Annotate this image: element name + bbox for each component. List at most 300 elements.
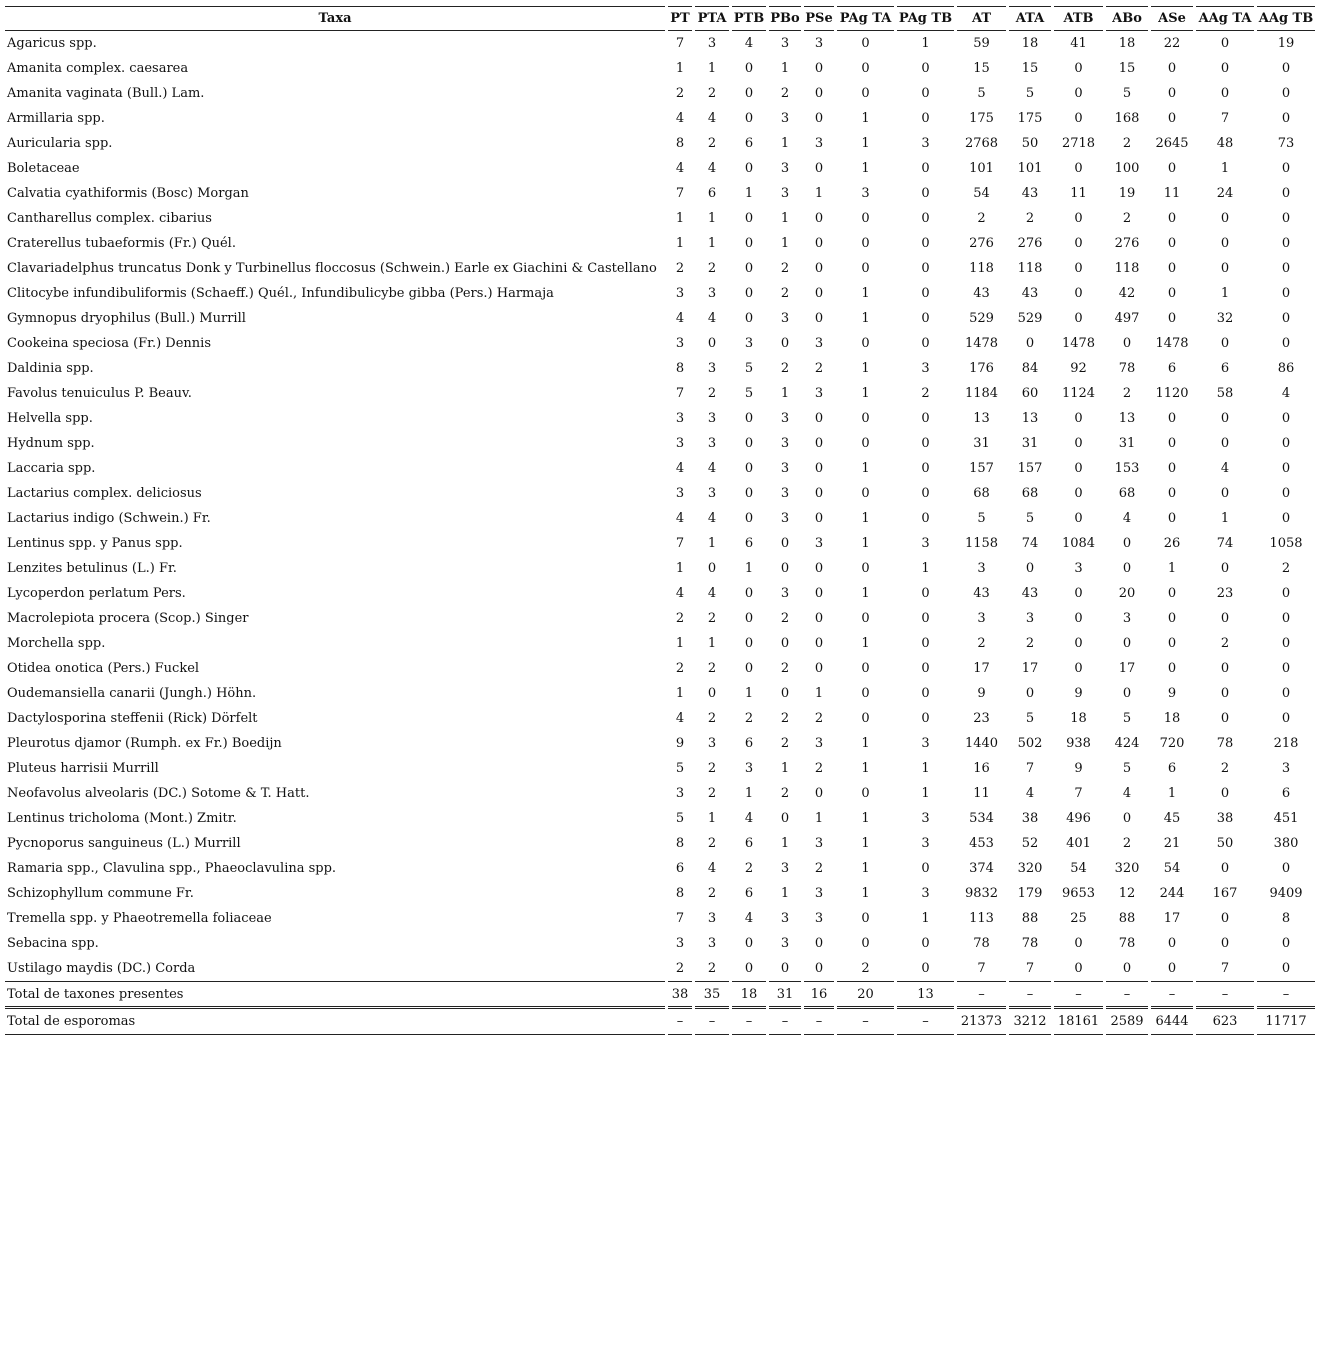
value-cell: 157 <box>969 461 994 476</box>
table-row <box>5 256 1315 281</box>
value-cell: 1 <box>861 511 870 526</box>
value-cell: 74 <box>1021 536 1039 551</box>
value-cell: 9409 <box>1269 886 1303 901</box>
value-cell: 8 <box>675 836 685 851</box>
value-cell: 451 <box>1273 811 1299 826</box>
value-cell: 0 <box>1220 936 1230 951</box>
value-cell: 3 <box>921 736 930 751</box>
table-row <box>5 581 1315 606</box>
value-cell: 0 <box>1281 236 1291 251</box>
value-cell: 1 <box>861 636 870 651</box>
value-cell: 0 <box>861 786 870 801</box>
value-cell: 1 <box>707 636 717 651</box>
value-cell: 18161 <box>1054 1009 1103 1035</box>
value-cell: 0 <box>1122 336 1132 351</box>
value-cell: 380 <box>1273 836 1299 851</box>
value-cell: 26 <box>1163 536 1181 551</box>
value-cell: 0 <box>1167 286 1177 301</box>
value-cell: 7 <box>675 36 685 51</box>
value-cell: 0 <box>744 236 754 251</box>
value-cell: 0 <box>1281 411 1291 426</box>
value-cell: – <box>1196 982 1254 1009</box>
value-cell: 0 <box>1167 111 1177 126</box>
value-cell: 3 <box>814 836 824 851</box>
value-cell: 43 <box>1021 286 1039 301</box>
value-cell: 1478 <box>1061 336 1096 351</box>
value-cell: 0 <box>1220 686 1230 701</box>
value-cell: 1 <box>707 236 717 251</box>
value-cell: 0 <box>1167 161 1177 176</box>
taxon-cell: Boletaceae <box>7 161 80 176</box>
value-cell: 1 <box>1220 511 1230 526</box>
value-cell: 1 <box>675 211 685 226</box>
table-row <box>5 181 1315 206</box>
value-cell: 1 <box>921 761 930 776</box>
taxon-cell: Laccaria spp. <box>7 461 96 476</box>
value-cell: 0 <box>1074 211 1083 226</box>
value-cell: 15 <box>1118 61 1136 76</box>
value-cell: 3 <box>780 461 790 476</box>
taxon-cell: Clavariadelphus truncatus Donk y Turbinellus floccosus (Schwein.) Earle ex Giachini & Castellano <box>7 261 657 276</box>
value-cell: 2 <box>814 361 824 376</box>
value-cell: 3 <box>675 486 685 501</box>
value-cell: 0 <box>1281 286 1291 301</box>
value-cell: – <box>957 982 1006 1009</box>
value-cell: 6 <box>1281 786 1291 801</box>
value-cell: 0 <box>1122 686 1132 701</box>
value-cell: 0 <box>921 211 930 226</box>
value-cell: 17 <box>1021 661 1039 676</box>
value-cell: 0 <box>744 161 754 176</box>
value-cell: 0 <box>921 186 930 201</box>
value-cell: 0 <box>1167 511 1177 526</box>
table-row <box>5 56 1315 81</box>
value-cell: 38 <box>1021 811 1039 826</box>
value-cell: 32 <box>1216 311 1234 326</box>
value-cell: 2 <box>707 136 717 151</box>
taxon-cell: Morchella spp. <box>7 636 106 651</box>
value-cell: 0 <box>1281 861 1291 876</box>
value-cell: 43 <box>973 586 990 601</box>
taxon-cell: Total de esporomas <box>5 1009 665 1035</box>
value-cell: 9 <box>1167 686 1177 701</box>
value-cell: 78 <box>1021 936 1039 951</box>
value-cell: 0 <box>1074 436 1083 451</box>
value-cell: 2 <box>780 361 790 376</box>
value-cell: 0 <box>1167 86 1177 101</box>
table-row <box>5 731 1315 756</box>
value-cell: 2 <box>780 736 790 751</box>
value-cell: 17 <box>1118 661 1136 676</box>
value-cell: 1 <box>780 761 790 776</box>
value-cell: 2 <box>707 836 717 851</box>
table-row <box>5 881 1315 906</box>
value-cell: 1 <box>744 186 754 201</box>
value-cell: 68 <box>1021 486 1039 501</box>
value-cell: 0 <box>1220 236 1230 251</box>
value-cell: 276 <box>1017 236 1043 251</box>
value-cell: 1184 <box>964 386 999 401</box>
value-cell: 7 <box>675 386 685 401</box>
column-header: AT <box>957 6 1006 31</box>
taxon-cell: Helvella spp. <box>7 411 93 426</box>
value-cell: 0 <box>1054 956 1103 982</box>
value-cell: – <box>1106 982 1148 1009</box>
value-cell: 0 <box>921 436 930 451</box>
taxon-cell: Macrolepiota procera (Scop.) Singer <box>7 611 249 626</box>
value-cell: 2 <box>1025 636 1035 651</box>
value-cell: 1124 <box>1061 386 1096 401</box>
value-cell: 0 <box>861 611 870 626</box>
value-cell: 0 <box>1281 711 1291 726</box>
value-cell: 118 <box>1017 261 1043 276</box>
value-cell: 3 <box>675 336 685 351</box>
value-cell: 0 <box>1220 661 1230 676</box>
value-cell: 4 <box>675 311 685 326</box>
value-cell: 0 <box>1220 711 1230 726</box>
taxon-cell: Lycoperdon perlatum Pers. <box>7 586 186 601</box>
value-cell: 218 <box>1273 736 1299 751</box>
value-cell: 179 <box>1017 886 1043 901</box>
value-cell: 0 <box>921 411 930 426</box>
value-cell: 0 <box>769 956 801 982</box>
value-cell: 0 <box>1167 661 1177 676</box>
value-cell: 3 <box>780 111 790 126</box>
value-cell: 0 <box>744 586 754 601</box>
value-cell: 22 <box>1163 36 1181 51</box>
value-cell: 7 <box>1009 956 1051 982</box>
value-cell: 78 <box>1118 936 1136 951</box>
value-cell: 0 <box>1281 486 1291 501</box>
value-cell: 0 <box>861 211 870 226</box>
value-cell: 3 <box>780 861 790 876</box>
value-cell: 0 <box>814 261 824 276</box>
value-cell: 4 <box>1281 386 1291 401</box>
value-cell: 320 <box>1017 861 1043 876</box>
value-cell: 0 <box>1167 461 1177 476</box>
value-cell: 1 <box>744 561 754 576</box>
value-cell: 3 <box>780 36 790 51</box>
table-row <box>5 931 1315 956</box>
value-cell: 1 <box>921 786 930 801</box>
value-cell: 2 <box>707 711 717 726</box>
value-cell: 1 <box>1167 786 1177 801</box>
table-row <box>5 606 1315 631</box>
value-cell: 1 <box>707 211 717 226</box>
value-cell: 0 <box>1220 911 1230 926</box>
value-cell: 0 <box>1074 486 1083 501</box>
value-cell: 0 <box>814 786 824 801</box>
value-cell: 1 <box>780 136 790 151</box>
value-cell: 497 <box>1114 311 1140 326</box>
value-cell: – <box>732 1009 766 1035</box>
value-cell: 0 <box>707 561 717 576</box>
value-cell: 4 <box>675 586 685 601</box>
value-cell: 153 <box>1114 461 1140 476</box>
value-cell: 78 <box>1216 736 1234 751</box>
value-cell: 15 <box>973 61 990 76</box>
taxon-cell: Ustilago maydis (DC.) Corda <box>5 956 665 982</box>
value-cell: 118 <box>969 261 994 276</box>
value-cell: 1 <box>707 811 717 826</box>
table-row <box>5 131 1315 156</box>
value-cell: 529 <box>969 311 994 326</box>
value-cell: 0 <box>814 461 824 476</box>
value-cell: 11 <box>1070 186 1087 201</box>
value-cell: 0 <box>744 86 754 101</box>
value-cell: 1 <box>814 186 824 201</box>
value-cell: 0 <box>861 61 870 76</box>
value-cell: 529 <box>1017 311 1043 326</box>
value-cell: 3 <box>780 186 790 201</box>
value-cell: 7 <box>957 956 1006 982</box>
value-cell: 73 <box>1277 136 1295 151</box>
value-cell: 5 <box>675 811 685 826</box>
value-cell: 0 <box>1167 636 1177 651</box>
value-cell: 1 <box>814 686 824 701</box>
value-cell: 0 <box>1281 686 1291 701</box>
value-cell: 4 <box>744 36 754 51</box>
taxon-cell: Daldinia spp. <box>7 361 94 376</box>
value-cell: 3212 <box>1009 1009 1051 1035</box>
value-cell: 2 <box>744 861 754 876</box>
value-cell: 4 <box>707 586 717 601</box>
value-cell: 4 <box>707 861 717 876</box>
value-cell: 0 <box>707 686 717 701</box>
value-cell: 1 <box>675 61 685 76</box>
value-cell: 3 <box>707 486 717 501</box>
value-cell: 0 <box>780 636 790 651</box>
value-cell: 176 <box>969 361 994 376</box>
value-cell: – <box>1151 982 1193 1009</box>
table-row <box>5 381 1315 406</box>
value-cell: 2 <box>707 386 717 401</box>
value-cell: 0 <box>780 811 790 826</box>
value-cell: 0 <box>1167 261 1177 276</box>
value-cell: 3 <box>707 361 717 376</box>
value-cell: 1 <box>814 811 824 826</box>
value-cell: 9 <box>977 686 986 701</box>
value-cell: 0 <box>1074 461 1083 476</box>
value-cell: 0 <box>1074 161 1083 176</box>
value-cell: 0 <box>1220 336 1230 351</box>
value-cell: 5 <box>675 761 685 776</box>
value-cell: 42 <box>1118 286 1136 301</box>
value-cell: 0 <box>921 711 930 726</box>
value-cell: 1478 <box>964 336 999 351</box>
value-cell: 0 <box>1281 111 1291 126</box>
value-cell: 0 <box>861 261 870 276</box>
column-header: PTA <box>695 6 729 31</box>
value-cell: 3 <box>675 436 685 451</box>
value-cell: 3 <box>744 761 754 776</box>
value-cell: 43 <box>1021 186 1039 201</box>
value-cell: 0 <box>744 661 754 676</box>
value-cell: 3 <box>921 811 930 826</box>
value-cell: 0 <box>1281 211 1291 226</box>
value-cell: – <box>1054 982 1103 1009</box>
value-cell: 7 <box>1220 111 1230 126</box>
taxon-cell: Pluteus harrisii Murrill <box>7 761 159 776</box>
value-cell: 3 <box>707 286 717 301</box>
value-cell: 59 <box>973 36 990 51</box>
value-cell: 2768 <box>964 136 999 151</box>
value-cell: 0 <box>1281 186 1291 201</box>
value-cell: 31 <box>973 436 990 451</box>
value-cell: 4 <box>675 461 685 476</box>
table-row <box>5 406 1315 431</box>
value-cell: 2 <box>814 761 824 776</box>
value-cell: 320 <box>1114 861 1140 876</box>
value-cell: 0 <box>921 586 930 601</box>
value-cell: 1 <box>861 136 870 151</box>
value-cell: 0 <box>921 661 930 676</box>
value-cell: 5 <box>744 361 754 376</box>
value-cell: 20 <box>837 982 894 1009</box>
taxon-cell: Pleurotus djamor (Rumph. ex Fr.) Boedijn <box>7 736 282 751</box>
taxon-cell: Cantharellus complex. cibarius <box>7 211 212 226</box>
value-cell: 4 <box>744 911 754 926</box>
value-cell: 1 <box>675 561 685 576</box>
value-cell: 3 <box>707 411 717 426</box>
value-cell: 101 <box>1017 161 1043 176</box>
value-cell: – <box>837 1009 894 1035</box>
value-cell: 84 <box>1021 361 1039 376</box>
taxon-cell: Favolus tenuiculus P. Beauv. <box>7 386 192 401</box>
value-cell: 1 <box>780 236 790 251</box>
value-cell: 0 <box>1122 561 1132 576</box>
taxon-cell: Otidea onotica (Pers.) Fuckel <box>7 661 200 676</box>
value-cell: 1 <box>861 586 870 601</box>
value-cell: 3 <box>780 436 790 451</box>
value-cell: 0 <box>861 336 870 351</box>
value-cell: 3 <box>780 936 790 951</box>
value-cell: 1 <box>1220 286 1230 301</box>
value-cell: 0 <box>780 536 790 551</box>
table-row <box>5 706 1315 731</box>
value-cell: 3 <box>780 911 790 926</box>
value-cell: 2 <box>707 786 717 801</box>
value-cell: 4 <box>707 461 717 476</box>
table-row <box>5 156 1315 181</box>
value-cell: 401 <box>1066 836 1091 851</box>
value-cell: 4 <box>707 111 717 126</box>
value-cell: 0 <box>921 611 930 626</box>
value-cell: 157 <box>1017 461 1043 476</box>
value-cell: 3 <box>1074 561 1083 576</box>
value-cell: 0 <box>861 86 870 101</box>
taxon-cell: Hydnum spp. <box>7 436 95 451</box>
value-cell: 5 <box>1122 86 1132 101</box>
value-cell: 0 <box>861 561 870 576</box>
table-row <box>5 281 1315 306</box>
value-cell: 496 <box>1066 811 1091 826</box>
value-cell: 3 <box>780 486 790 501</box>
value-cell: 0 <box>814 436 824 451</box>
value-cell: 0 <box>1151 956 1193 982</box>
value-cell: 4 <box>675 111 685 126</box>
value-cell: 6 <box>675 861 685 876</box>
value-cell: 0 <box>744 111 754 126</box>
value-cell: 6444 <box>1151 1009 1193 1035</box>
value-cell: 0 <box>744 511 754 526</box>
value-cell: 3 <box>675 786 685 801</box>
value-cell: 2 <box>780 661 790 676</box>
taxon-cell: Total de taxones presentes <box>5 982 665 1009</box>
table-row <box>5 756 1315 781</box>
value-cell: 3 <box>814 36 824 51</box>
value-cell: 3 <box>861 186 870 201</box>
taxon-cell: Ramaria spp., Clavulina spp., Phaeoclavulina spp. <box>7 861 337 876</box>
value-cell: 23 <box>1216 586 1234 601</box>
value-cell: 1 <box>780 61 790 76</box>
value-cell: 2 <box>814 711 824 726</box>
value-cell: 50 <box>1216 836 1234 851</box>
value-cell: 0 <box>1106 956 1148 982</box>
value-cell: 60 <box>1021 386 1039 401</box>
value-cell: 5 <box>1122 761 1132 776</box>
value-cell: 3 <box>744 336 754 351</box>
value-cell: 21 <box>1163 836 1181 851</box>
value-cell: 92 <box>1070 361 1087 376</box>
taxon-cell: Lentinus spp. y Panus spp. <box>7 536 183 551</box>
value-cell: 0 <box>1257 956 1315 982</box>
value-cell: 3 <box>921 361 930 376</box>
table-row <box>5 556 1315 581</box>
taxon-cell: Lentinus tricholoma (Mont.) Zmitr. <box>7 811 237 826</box>
value-cell: 0 <box>1167 411 1177 426</box>
value-cell: 0 <box>1167 211 1177 226</box>
table-body <box>5 31 1315 1035</box>
value-cell: 3 <box>780 586 790 601</box>
value-cell: 0 <box>814 411 824 426</box>
value-cell: 20 <box>1118 586 1136 601</box>
value-cell: 118 <box>1114 261 1140 276</box>
value-cell: 0 <box>1074 86 1083 101</box>
value-cell: – <box>695 1009 729 1035</box>
value-cell: 0 <box>814 161 824 176</box>
value-cell: 5 <box>1122 711 1132 726</box>
table-row <box>5 831 1315 856</box>
value-cell: 1 <box>861 111 870 126</box>
value-cell: 0 <box>861 911 870 926</box>
value-cell: – <box>668 1009 692 1035</box>
value-cell: 2 <box>707 86 717 101</box>
value-cell: 1 <box>780 386 790 401</box>
value-cell: 2589 <box>1106 1009 1148 1035</box>
value-cell: 2 <box>780 786 790 801</box>
value-cell: 8 <box>675 136 685 151</box>
value-cell: 0 <box>1025 686 1035 701</box>
table-row <box>5 806 1315 831</box>
value-cell: 3 <box>707 936 717 951</box>
taxon-cell: Schizophyllum commune Fr. <box>7 886 194 901</box>
taxon-cell: Tremella spp. y Phaeotremella foliaceae <box>7 911 272 926</box>
table-header-row <box>5 6 1315 31</box>
value-cell: 0 <box>1281 636 1291 651</box>
taxon-cell: Oudemansiella canarii (Jungh.) Höhn. <box>7 686 257 701</box>
table-row <box>5 106 1315 131</box>
data-table-container <box>5 6 1315 1035</box>
value-cell: 0 <box>1220 861 1230 876</box>
value-cell: 2 <box>780 711 790 726</box>
value-cell: 2 <box>675 86 685 101</box>
value-cell: 3 <box>1122 611 1132 626</box>
taxon-cell: Armillaria spp. <box>7 111 105 126</box>
value-cell: 3 <box>921 886 930 901</box>
value-cell: 5 <box>1025 86 1035 101</box>
value-cell: 0 <box>744 611 754 626</box>
